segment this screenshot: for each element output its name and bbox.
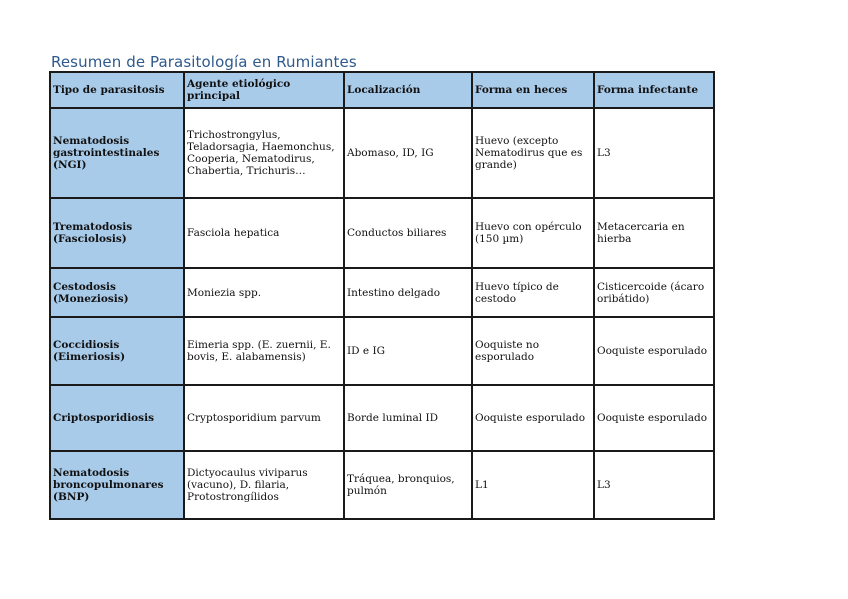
cell-forma-infectante: Ooquiste esporulado xyxy=(594,385,714,451)
table-row xyxy=(50,385,714,451)
header-tipo: Tipo de parasitosis xyxy=(50,72,184,108)
document-title: Resumen de Parasitología en Rumiantes xyxy=(51,53,357,71)
cell-agente: Eimeria spp. (E. zuernii, E. bovis, E. alabamensis) xyxy=(184,317,344,385)
cell-agente: Fasciola hepatica xyxy=(184,198,344,268)
cell-forma-heces: Ooquiste esporulado xyxy=(472,385,594,451)
cell-localizacion: Intestino delgado xyxy=(344,268,472,317)
table-row xyxy=(50,451,714,519)
cell-forma-infectante: Metacercaria en hierba xyxy=(594,198,714,268)
cell-forma-infectante: L3 xyxy=(594,451,714,519)
header-forma-infectante: Forma infectante xyxy=(594,72,714,108)
cell-tipo: Criptosporidiosis xyxy=(50,385,184,451)
cell-forma-heces: Ooquiste no esporulado xyxy=(472,317,594,385)
table-row xyxy=(50,108,714,198)
cell-tipo: Nematodosis broncopulmonares (BNP) xyxy=(50,451,184,519)
header-agente: Agente etiológico principal xyxy=(184,72,344,108)
cell-agente: Dictyocaulus viviparus (vacuno), D. filaria, Protostrongílidos xyxy=(184,451,344,519)
table-row xyxy=(50,198,714,268)
cell-agente: Moniezia spp. xyxy=(184,268,344,317)
cell-localizacion: Conductos biliares xyxy=(344,198,472,268)
cell-agente: Trichostrongylus, Teladorsagia, Haemonchus, Cooperia, Nematodirus, Chabertia, Trichuris… xyxy=(184,108,344,198)
cell-agente: Cryptosporidium parvum xyxy=(184,385,344,451)
header-forma-heces: Forma en heces xyxy=(472,72,594,108)
cell-forma-heces: Huevo con opérculo (150 µm) xyxy=(472,198,594,268)
table-row xyxy=(50,317,714,385)
cell-localizacion: Borde luminal ID xyxy=(344,385,472,451)
table-header-row xyxy=(50,72,714,108)
cell-forma-infectante: Ooquiste esporulado xyxy=(594,317,714,385)
cell-localizacion: Abomaso, ID, IG xyxy=(344,108,472,198)
parasitology-summary-table xyxy=(49,71,715,520)
cell-forma-infectante: Cisticercoide (ácaro oribátido) xyxy=(594,268,714,317)
header-localizacion: Localización xyxy=(344,72,472,108)
cell-tipo: Coccidiosis (Eimeriosis) xyxy=(50,317,184,385)
table-row xyxy=(50,268,714,317)
cell-forma-heces: L1 xyxy=(472,451,594,519)
cell-localizacion: Tráquea, bronquios, pulmón xyxy=(344,451,472,519)
cell-forma-heces: Huevo típico de cestodo xyxy=(472,268,594,317)
cell-tipo: Cestodosis (Moneziosis) xyxy=(50,268,184,317)
cell-tipo: Nematodosis gastrointestinales (NGI) xyxy=(50,108,184,198)
cell-forma-infectante: L3 xyxy=(594,108,714,198)
cell-localizacion: ID e IG xyxy=(344,317,472,385)
cell-tipo: Trematodosis (Fasciolosis) xyxy=(50,198,184,268)
cell-forma-heces: Huevo (excepto Nematodirus que es grande) xyxy=(472,108,594,198)
